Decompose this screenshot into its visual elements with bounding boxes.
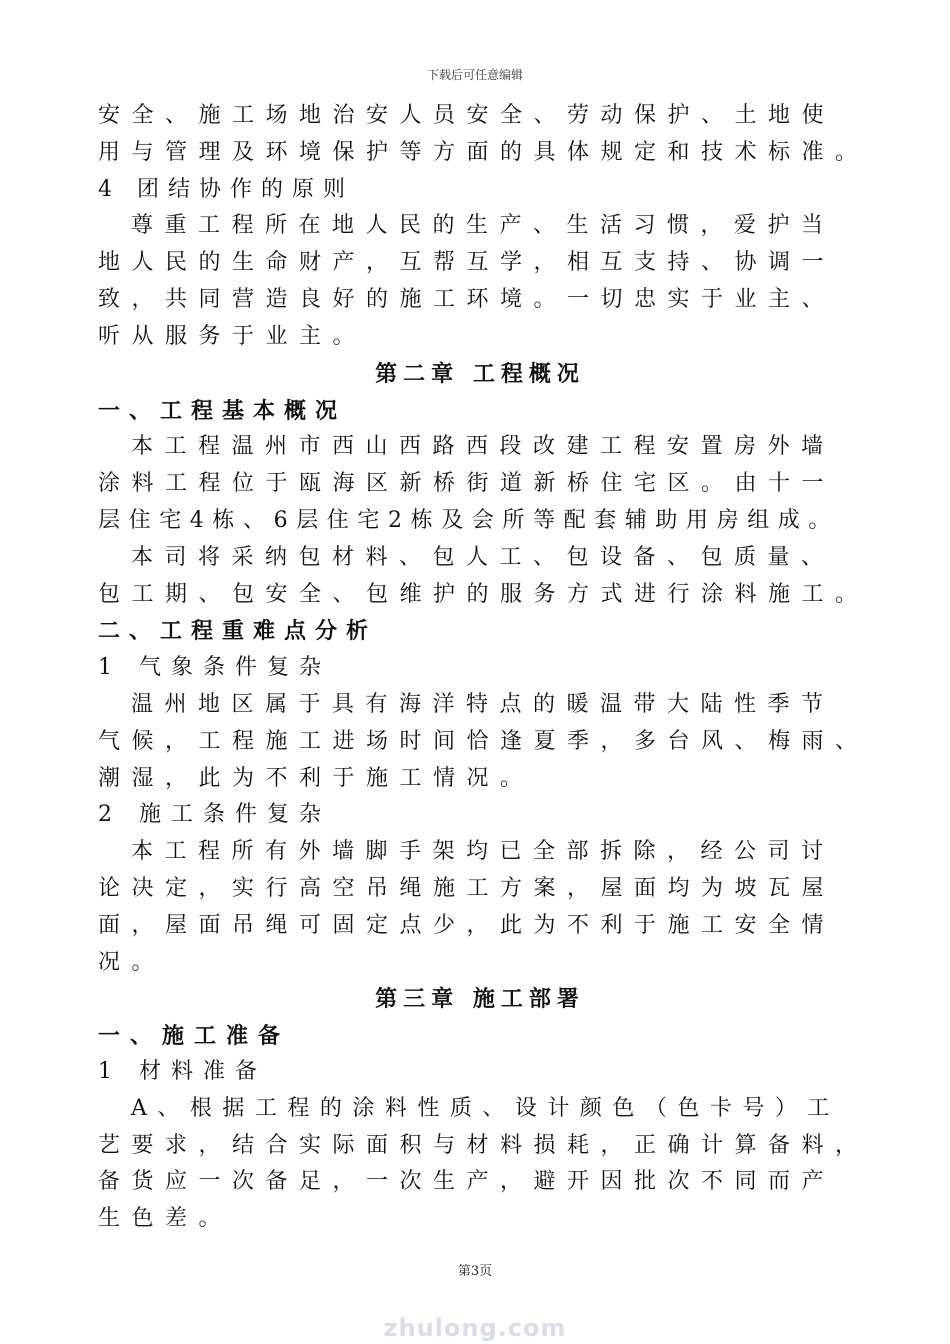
body-text-line: 安全、施工场地治安人员安全、劳动保护、土地使 [98, 103, 836, 128]
page-number: 第3页 [457, 1264, 493, 1279]
chapter-heading: 第三章 施工部署 [375, 986, 585, 1012]
section-heading: 一、施工准备 [98, 1023, 291, 1049]
body-text-line: 本工程所有外墙脚手架均已全部拆除，经公司讨 [131, 839, 835, 864]
body-text-line: 层住宅4栋、6层住宅2栋及会所等配套辅助用房组成。 [98, 508, 839, 533]
section-subheading: 4 团结协作的原则 [98, 177, 354, 202]
body-text-line: 用与管理及环境保护等方面的具体规定和技术标准。 [98, 140, 869, 165]
body-text-line: 致，共同营造良好的施工环境。一切忠实于业主、 [98, 287, 836, 312]
body-text-line: 生色差。 [98, 1206, 233, 1231]
section-heading: 一、工程基本概况 [98, 398, 347, 424]
body-text-line: 艺要求，结合实际面积与材料损耗，正确计算备料， [98, 1133, 869, 1158]
body-text-line: 论决定，实行高空吊绳施工方案，屋面均为坡瓦屋 [98, 876, 836, 901]
body-text-line: 气候，工程施工进场时间恰逢夏季，多台风、梅雨、 [98, 729, 869, 754]
body-text-line: 本司将采纳包材料、包人工、包设备、包质量、 [131, 545, 835, 570]
chapter-heading: 第二章 工程概况 [375, 361, 585, 387]
section-heading: 二、工程重难点分析 [98, 618, 378, 644]
body-text-line: 潮湿，此为不利于施工情况。 [98, 766, 534, 791]
page-header: 下载后可任意编辑 [426, 68, 523, 82]
body-text-line: 包工期、包安全、包维护的服务方式进行涂料施工。 [98, 582, 869, 607]
body-text-line: 面，屋面吊绳可固定点少，此为不利于施工安全情 [98, 913, 836, 938]
body-text-line: 地人民的生命财产，互帮互学，相互支持、协调一 [98, 250, 836, 275]
body-text-line: 尊重工程所在地人民的生产、生活习惯，爱护当 [131, 213, 835, 238]
section-subheading: 1 材料准备 [98, 1059, 267, 1084]
section-subheading: 2 施工条件复杂 [98, 802, 331, 827]
body-text-line: A、根据工程的涂料性质、设计颜色（色卡号）工 [131, 1096, 840, 1121]
body-text-line: 听从服务于业主。 [98, 324, 367, 349]
body-text-line: 备货应一次备足，一次生产，避开因批次不同而产 [98, 1169, 836, 1194]
body-text-line: 涂料工程位于瓯海区新桥街道新桥住宅区。由十一 [98, 471, 836, 496]
body-text-line: 温州地区属于具有海洋特点的暖温带大陆性季节 [131, 692, 835, 717]
body-text-line: 况。 [98, 950, 166, 975]
body-text-line: 本工程温州市西山西路西段改建工程安置房外墙 [131, 434, 835, 459]
watermark: zhulong.com [383, 1314, 567, 1342]
section-subheading: 1 气象条件复杂 [98, 655, 331, 680]
